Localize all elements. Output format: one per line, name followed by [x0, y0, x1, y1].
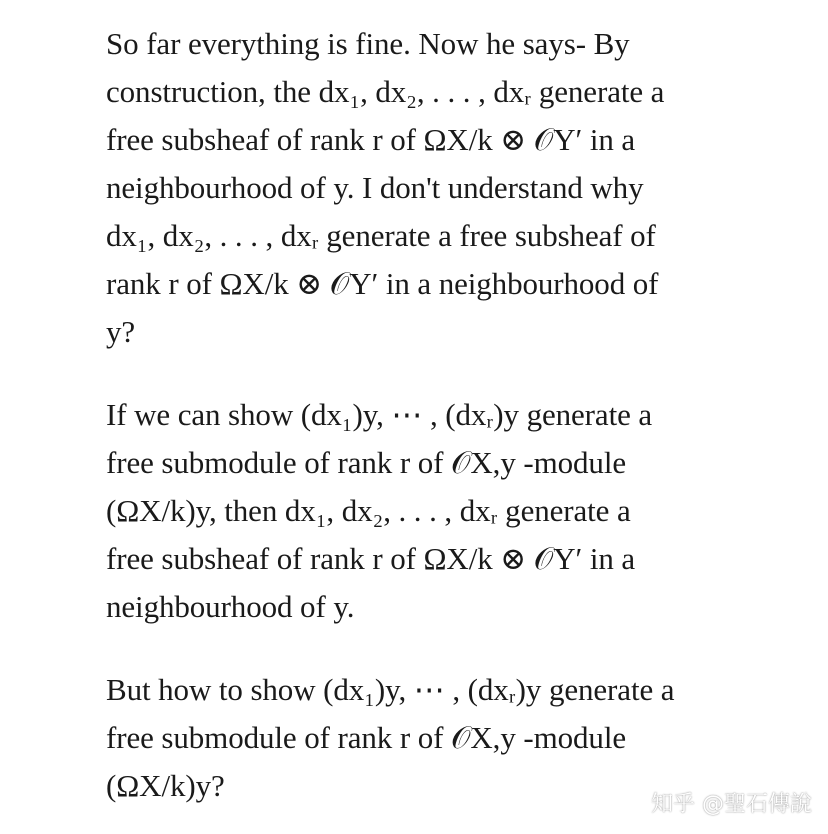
text-line: (ΩX/k)y? — [106, 768, 225, 803]
text-line: dx₁, dx₂, . . . , dxᵣ generate a free subsheaf of — [106, 218, 656, 253]
paragraph-1 — [106, 20, 796, 356]
text-line: But how to show (dx₁)y, ⋯ , (dxᵣ)y generate a — [106, 672, 675, 707]
paragraph-2 — [106, 391, 796, 631]
text-line: free subsheaf of rank r of ΩX/k ⊗ 𝒪Y′ in a — [106, 122, 636, 157]
zhihu-watermark: 知乎 @聖石傳說 — [651, 792, 812, 817]
text-line: If we can show (dx₁)y, ⋯ , (dxᵣ)y generate a — [106, 397, 653, 432]
text-line: y? — [106, 314, 136, 349]
text-line: neighbourhood of y. I don't understand why — [106, 170, 644, 205]
text-line: (ΩX/k)y, then dx₁, dx₂, . . . , dxᵣ generate a — [106, 493, 631, 528]
text-line: construction, the dx₁, dx₂, . . . , dxᵣ generate a — [106, 74, 665, 109]
text-line: neighbourhood of y. — [106, 589, 355, 624]
text-line: free subsheaf of rank r of ΩX/k ⊗ 𝒪Y′ in a — [106, 541, 636, 576]
text-line: free submodule of rank r of 𝒪X,y -module — [106, 720, 626, 755]
text-line: free submodule of rank r of 𝒪X,y -module — [106, 445, 626, 480]
text-line: rank r of ΩX/k ⊗ 𝒪Y′ in a neighbourhood of — [106, 266, 659, 301]
article-body — [106, 20, 796, 810]
text-line: So far everything is fine. Now he says- By — [106, 26, 630, 61]
